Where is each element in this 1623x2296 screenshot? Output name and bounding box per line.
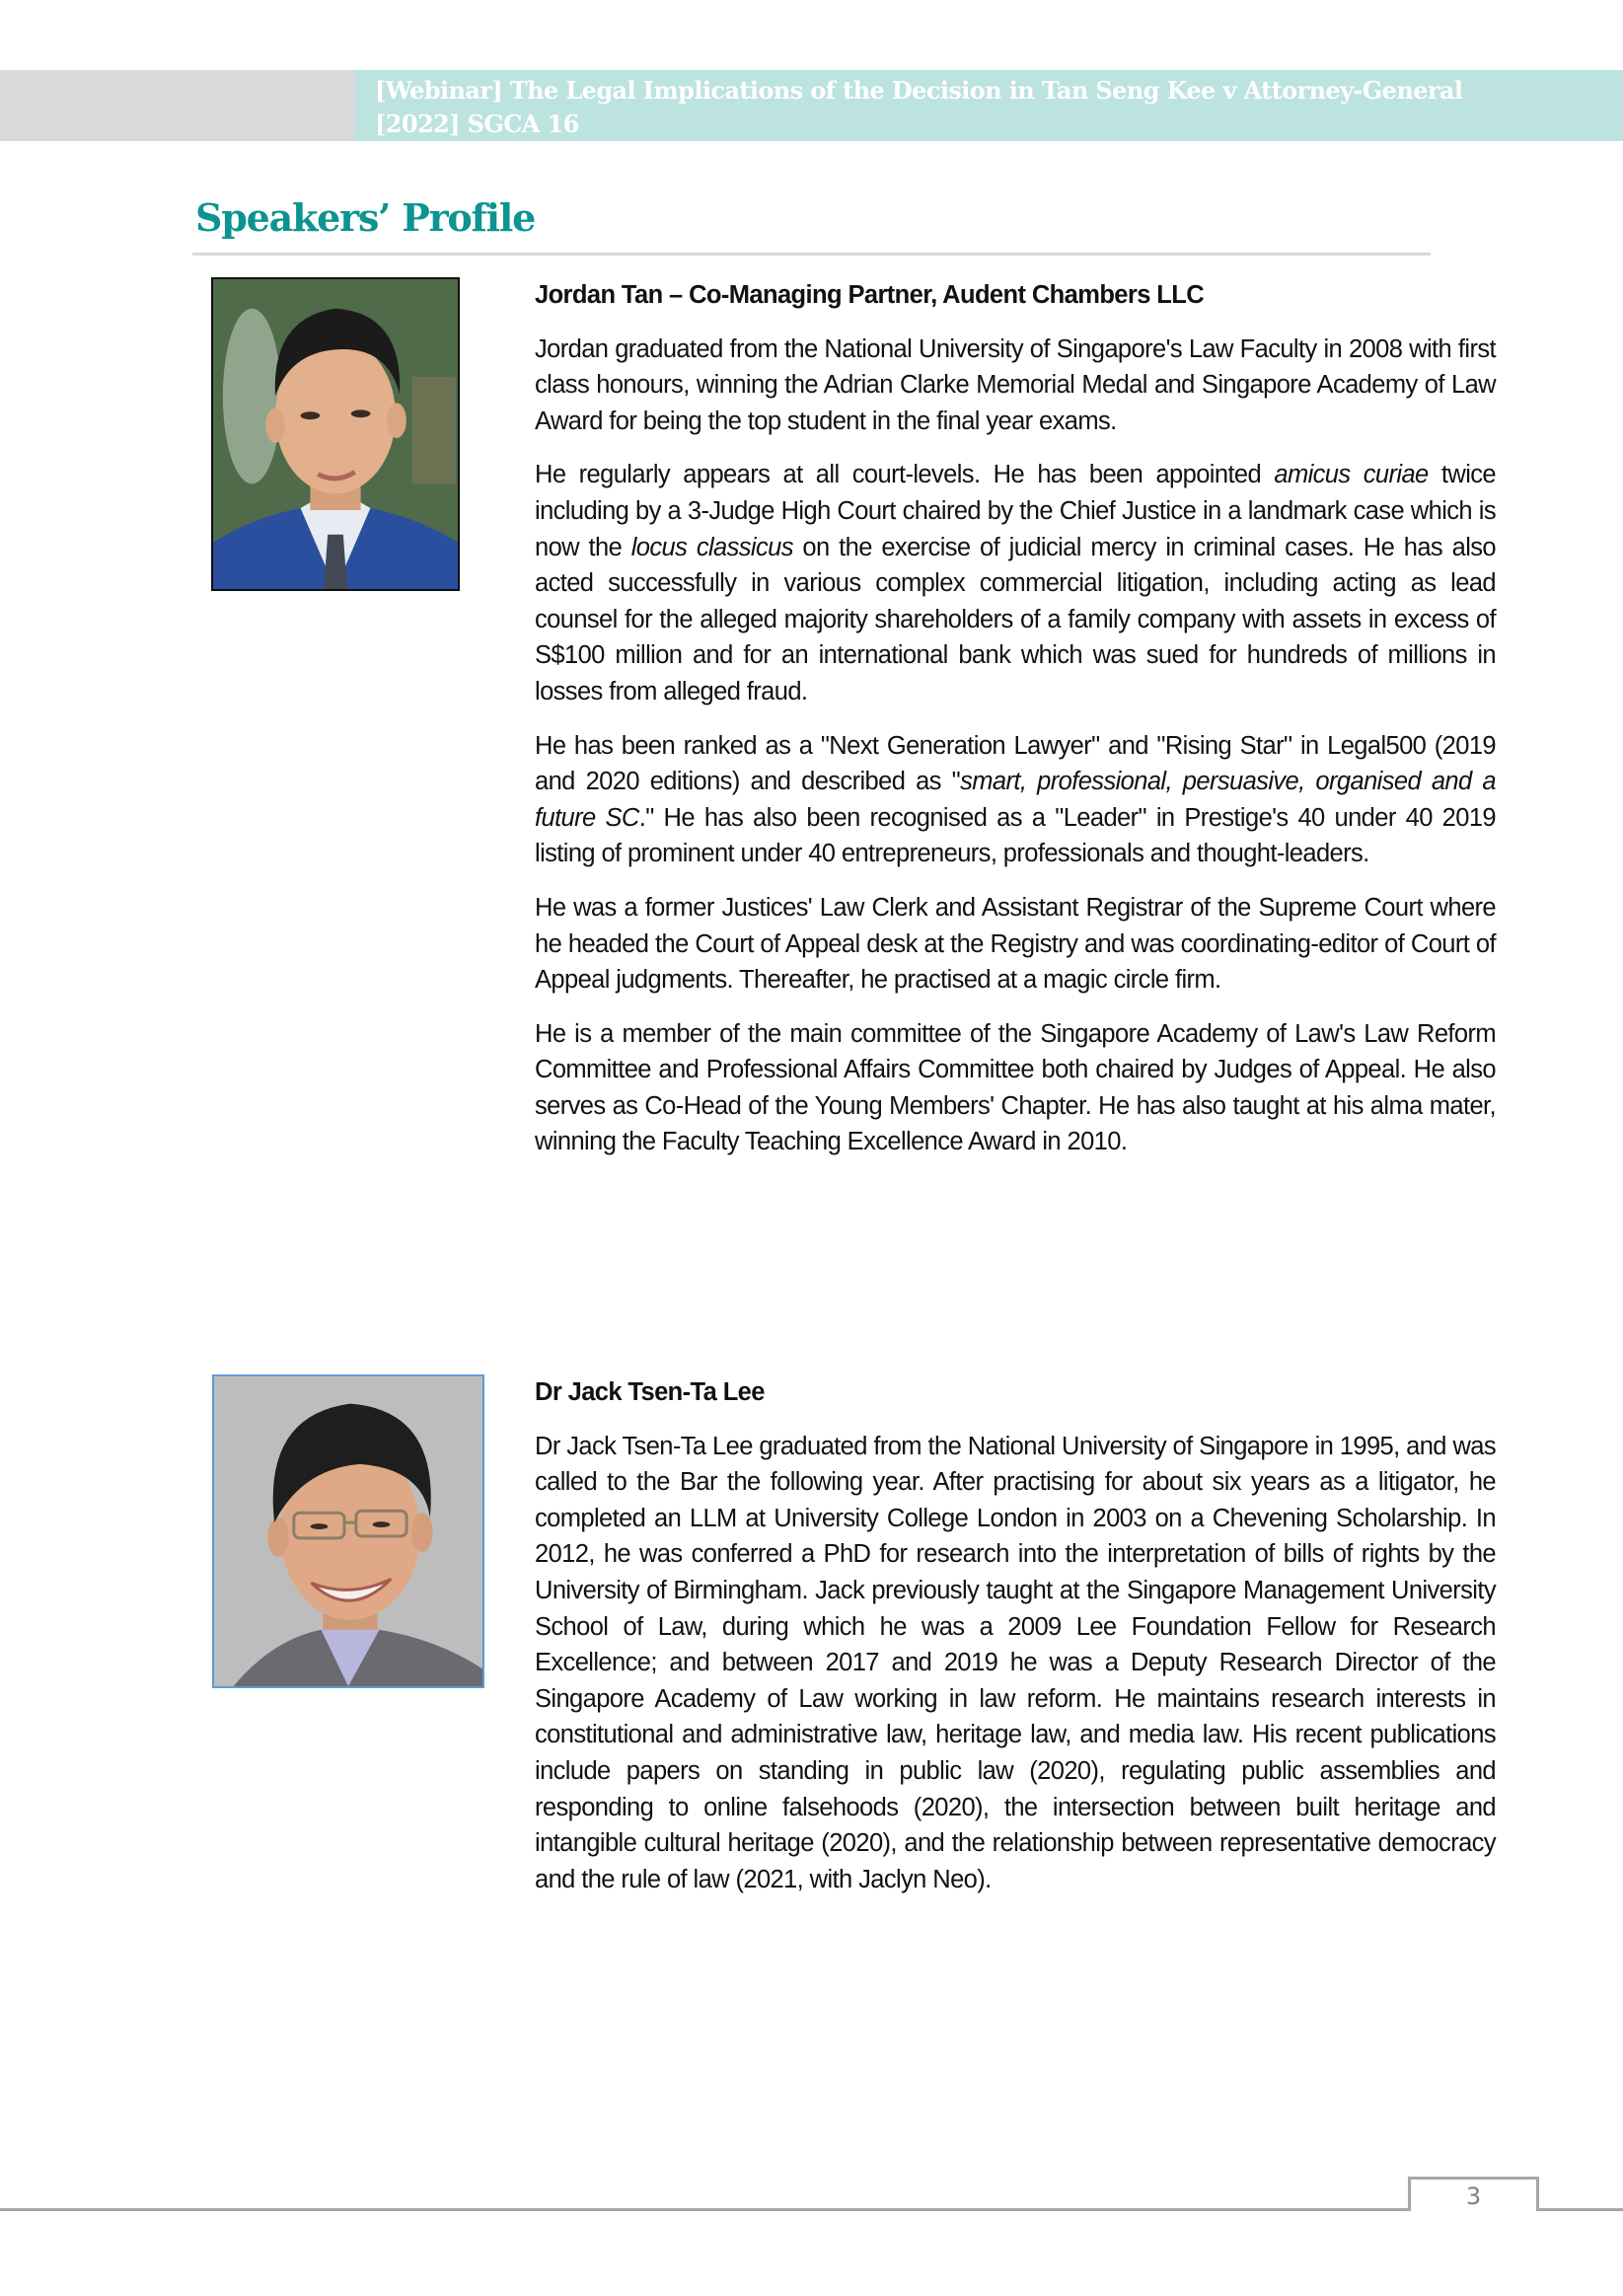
speaker-name: Dr Jack Tsen-Ta Lee: [535, 1378, 765, 1406]
page-number-tab: [1408, 2177, 1539, 2211]
bio-text: on the exercise of judicial mercy in criminal cases. He has also acted successfully in various complex commercial litigation, including acting as lead counsel for the alleged majority shareholders of a family company with assets in excess of S$100 million and for an international bank which was sued for hundreds of millions in losses from alleged fraud.: [535, 533, 1496, 705]
document-header-band: [0, 70, 1623, 141]
portrait-photo-jordan-tan-icon: [211, 277, 460, 591]
portrait-photo-jack-lee-icon: [212, 1374, 484, 1688]
page-number: 3: [1465, 2183, 1482, 2210]
bio-paragraph: [535, 1429, 1496, 1898]
header-teal-block: [355, 70, 1623, 141]
speaker-name: Jordan Tan – Co-Managing Partner, Audent Chambers LLC: [535, 281, 1205, 309]
document-header-title: [Webinar] The Legal Implications of the Decision in Tan Seng Kee v Attorney-General [2022] SGCA 16: [375, 76, 1463, 138]
section-divider: [192, 253, 1431, 256]
bio-paragraph: [535, 890, 1496, 999]
bio-italic-text: smart, professional, persuasive, organised and a future SC: [535, 768, 1497, 832]
bio-italic-text: locus classicus: [630, 533, 793, 561]
bio-text: Jordan graduated from the National University of Singapore's Law Faculty in 2008 with first class honours, winning the Adrian Clarke Memorial Medal and Singapore Academy of Law Award for being the top student in the final year exams.: [535, 334, 1496, 435]
bio-text: He was a former Justices' Law Clerk and Assistant Registrar of the Supreme Court where he headed the Court of Appeal desk at the Registry and was coordinating-editor of Court of Appeal judgments. Thereafter, he practised at a magic circle firm.: [535, 893, 1496, 995]
section-title: Speakers’ Profile: [195, 195, 536, 240]
bio-text: Dr Jack Tsen-Ta Lee graduated from the National University of Singapore in 1995, and was called to the Bar the following year. After practising for about six years as a litigator, he completed an LLM at University College London in 2003 on a Chevening Scholarship. In 2012, he was conferred a PhD for research into the interpretation of bills of rights by the University of Birmingham. Jack previously taught at the Singapore Management University School of Law, during which he was a 2009 Lee Foundation Fellow for Research Excellence; and between 2017 and 2019 he was a Deputy Research Director of the Singapore Academy of Law working in law reform. He maintains research interests in constitutional and administrative law, heritage law, and media law. His recent publications include papers on standing in public law (2020), regulating public assemblies and responding to online falsehoods (2020), the intersection between built heritage and intangible cultural heritage (2020), and the relationship between representative democracy and the rule of law (2021, with Jaclyn Neo).: [535, 1432, 1496, 1893]
portrait-illustration-icon: [213, 279, 458, 589]
speaker-bio-paragraphs: [535, 332, 1496, 1160]
footer-line: [0, 2208, 1623, 2211]
speaker-bio-jordan-tan: [535, 277, 1496, 1178]
bio-paragraph: [535, 457, 1496, 709]
speaker-bio-jack-lee: [535, 1374, 1496, 1915]
bio-text: He has been ranked as a "Next Generation Lawyer" and "Rising Star" in Legal500 (2019 and 2020 editions) and described as ": [535, 731, 1496, 796]
header-gray-block: [0, 70, 355, 141]
bio-text: ." He has also been recognised as a "Leader" in Prestige's 40 under 40 2019 listing of prominent under 40 entrepreneurs, professionals and thought-leaders.: [535, 803, 1497, 868]
bio-italic-text: amicus curiae: [1274, 461, 1429, 489]
bio-paragraph: [535, 332, 1496, 440]
bio-text: twice including by a 3-Judge High Court chaired by the Chief Justice in a landmark case which is now the: [535, 461, 1496, 561]
bio-paragraph: [535, 728, 1496, 872]
bio-paragraph: [535, 1016, 1496, 1160]
portrait-illustration-icon: [214, 1376, 482, 1686]
speaker-bio-paragraphs: [535, 1429, 1496, 1898]
bio-text: He is a member of the main committee of the Singapore Academy of Law's Law Reform Committee and Professional Affairs Committee both chaired by Judges of Appeal. He also serves as Co-Head of the Young Members' Chapter. He has also taught at his alma mater, winning the Faculty Teaching Excellence Award in 2010.: [535, 1019, 1496, 1156]
bio-text: He regularly appears at all court-levels. He has been appointed: [535, 461, 1275, 489]
